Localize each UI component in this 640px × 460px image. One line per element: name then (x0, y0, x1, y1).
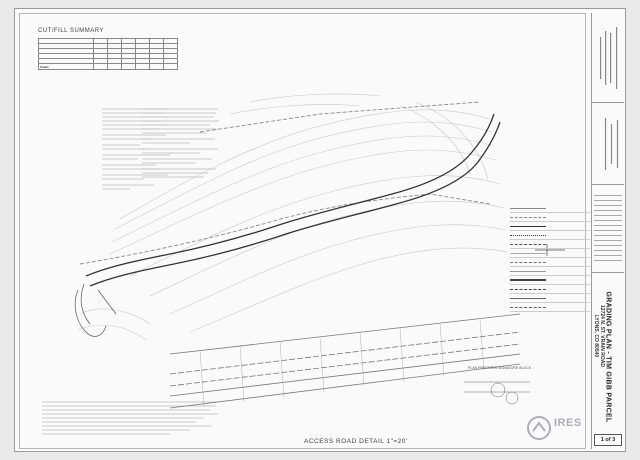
revision-block (592, 185, 624, 273)
project-title-block (592, 273, 624, 449)
legend (510, 204, 590, 312)
company-text-marks (595, 23, 620, 93)
project-address-line1: 12724 N. ST. VRAIN ROAD (599, 305, 606, 368)
watermark-brand: IRES (554, 417, 582, 429)
site-plan (20, 14, 587, 450)
legend-row (510, 258, 590, 267)
legend-row (510, 276, 590, 285)
company-text-lines (597, 23, 621, 93)
company-block (592, 13, 624, 103)
legend-row (510, 204, 590, 213)
project-address-line2: LYONS, CO 80540 (593, 315, 600, 358)
signature-block-title: PLAN PREPARER SIGNATURE BLOCK (468, 366, 532, 370)
sheet-number: 1 of 3 (594, 434, 622, 446)
watermark-logo-icon (526, 415, 552, 441)
watermark (526, 414, 596, 442)
total-label: Totals (39, 64, 94, 70)
legend-row (510, 213, 590, 222)
legend-row (510, 222, 590, 231)
drawing-sheet (14, 8, 626, 452)
revision-table (594, 191, 622, 261)
project-title: GRADING PLAN - TIM GIBB PARCEL (604, 291, 612, 423)
legend-row (510, 267, 590, 276)
client-block (592, 103, 624, 185)
client-text-marks (595, 114, 622, 174)
legend-row (510, 231, 590, 240)
legend-row (510, 294, 590, 303)
legend-row (510, 303, 590, 312)
cutfill-title: CUT/FILL SUMMARY (38, 28, 105, 34)
drawing-frame (19, 13, 586, 449)
legend-row (510, 285, 590, 294)
legend-row (510, 249, 590, 258)
detail-title: ACCESS ROAD DETAIL 1"=20' (304, 438, 408, 445)
project-address-wrap (593, 305, 605, 367)
title-block (591, 13, 623, 449)
client-text-lines (600, 114, 622, 174)
project-title-wrap (605, 292, 612, 423)
legend-row (510, 240, 590, 249)
